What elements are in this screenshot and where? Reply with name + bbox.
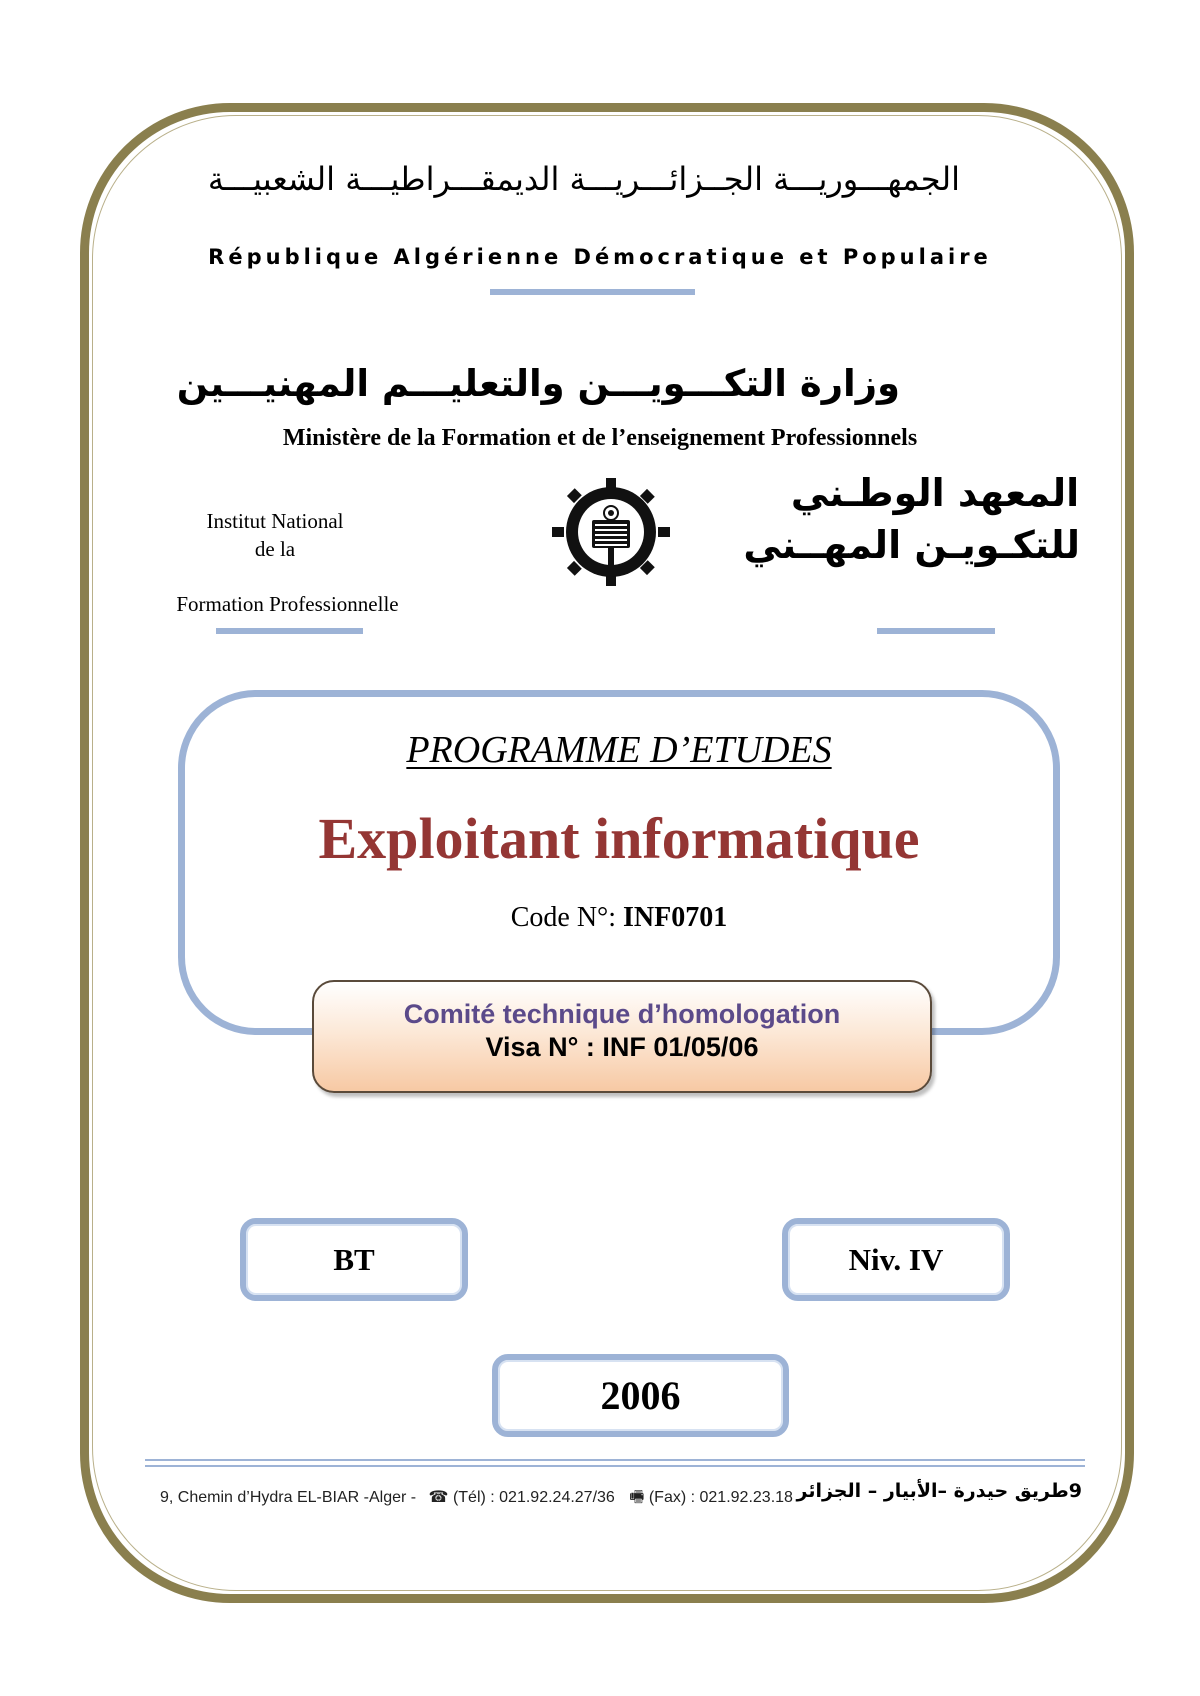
institute-fr-divider xyxy=(216,628,363,634)
program-title: Exploitant informatique xyxy=(318,806,920,871)
institute-ar-line1: المعهد الوطـني xyxy=(790,471,1080,515)
french-ministry-title: Ministère de la Formation et de l’enseignement Professionnels xyxy=(282,425,918,451)
footer-divider-top xyxy=(145,1459,1085,1461)
visa-number: Visa N° : INF 01/05/06 xyxy=(485,1032,759,1062)
footer-divider-bottom xyxy=(145,1465,1085,1467)
footer-fax: (Fax) : 021.92.23.18 xyxy=(648,1489,793,1506)
institute-fr-line2: de la xyxy=(254,537,296,561)
phone-icon: ☎ xyxy=(428,1489,449,1506)
institute-fr-line3: Formation Professionnelle xyxy=(176,592,399,616)
institute-ar-line2: للتكـويـن المهــني xyxy=(743,523,1080,567)
program-heading: PROGRAMME D’ETUDES xyxy=(406,729,832,771)
institute-ar-name xyxy=(743,467,1080,571)
code-label: Code N°: xyxy=(510,902,617,933)
fax-icon: 🖷 xyxy=(629,1489,645,1506)
committee-label: Comité technique d’homologation xyxy=(403,999,841,1029)
visa-box xyxy=(312,980,932,1093)
arabic-ministry-title: وزارة التكـــويـــن والتعليـــم المهنيـــين xyxy=(176,362,900,405)
diploma-box: BT xyxy=(240,1218,468,1301)
header-divider xyxy=(490,289,695,295)
institute-fr-line1: Institut National xyxy=(206,509,344,533)
level-box: Niv. IV xyxy=(782,1218,1010,1301)
year-box: 2006 xyxy=(492,1354,789,1437)
arabic-republic-title: الجمهـــوريـــة الجــزائـــريـــة الديمقـــراطيـــة الشعبيـــة xyxy=(207,160,960,198)
footer-tel: (Tél) : 021.92.24.27/36 xyxy=(452,1489,615,1506)
institute-gear-logo-icon xyxy=(550,478,672,586)
code-value: INF0701 xyxy=(623,902,728,933)
footer-arabic-address: 9طريق حيدرة –الأبيار – الجزائر xyxy=(796,1480,1082,1502)
institute-ar-divider xyxy=(877,628,995,634)
program-code xyxy=(178,902,1060,934)
footer-contact xyxy=(160,1486,793,1513)
french-republic-title: République Algérienne Démocratique et Populaire xyxy=(208,245,992,269)
footer-address: 9, Chemin d’Hydra EL-BIAR -Alger - xyxy=(160,1489,417,1506)
